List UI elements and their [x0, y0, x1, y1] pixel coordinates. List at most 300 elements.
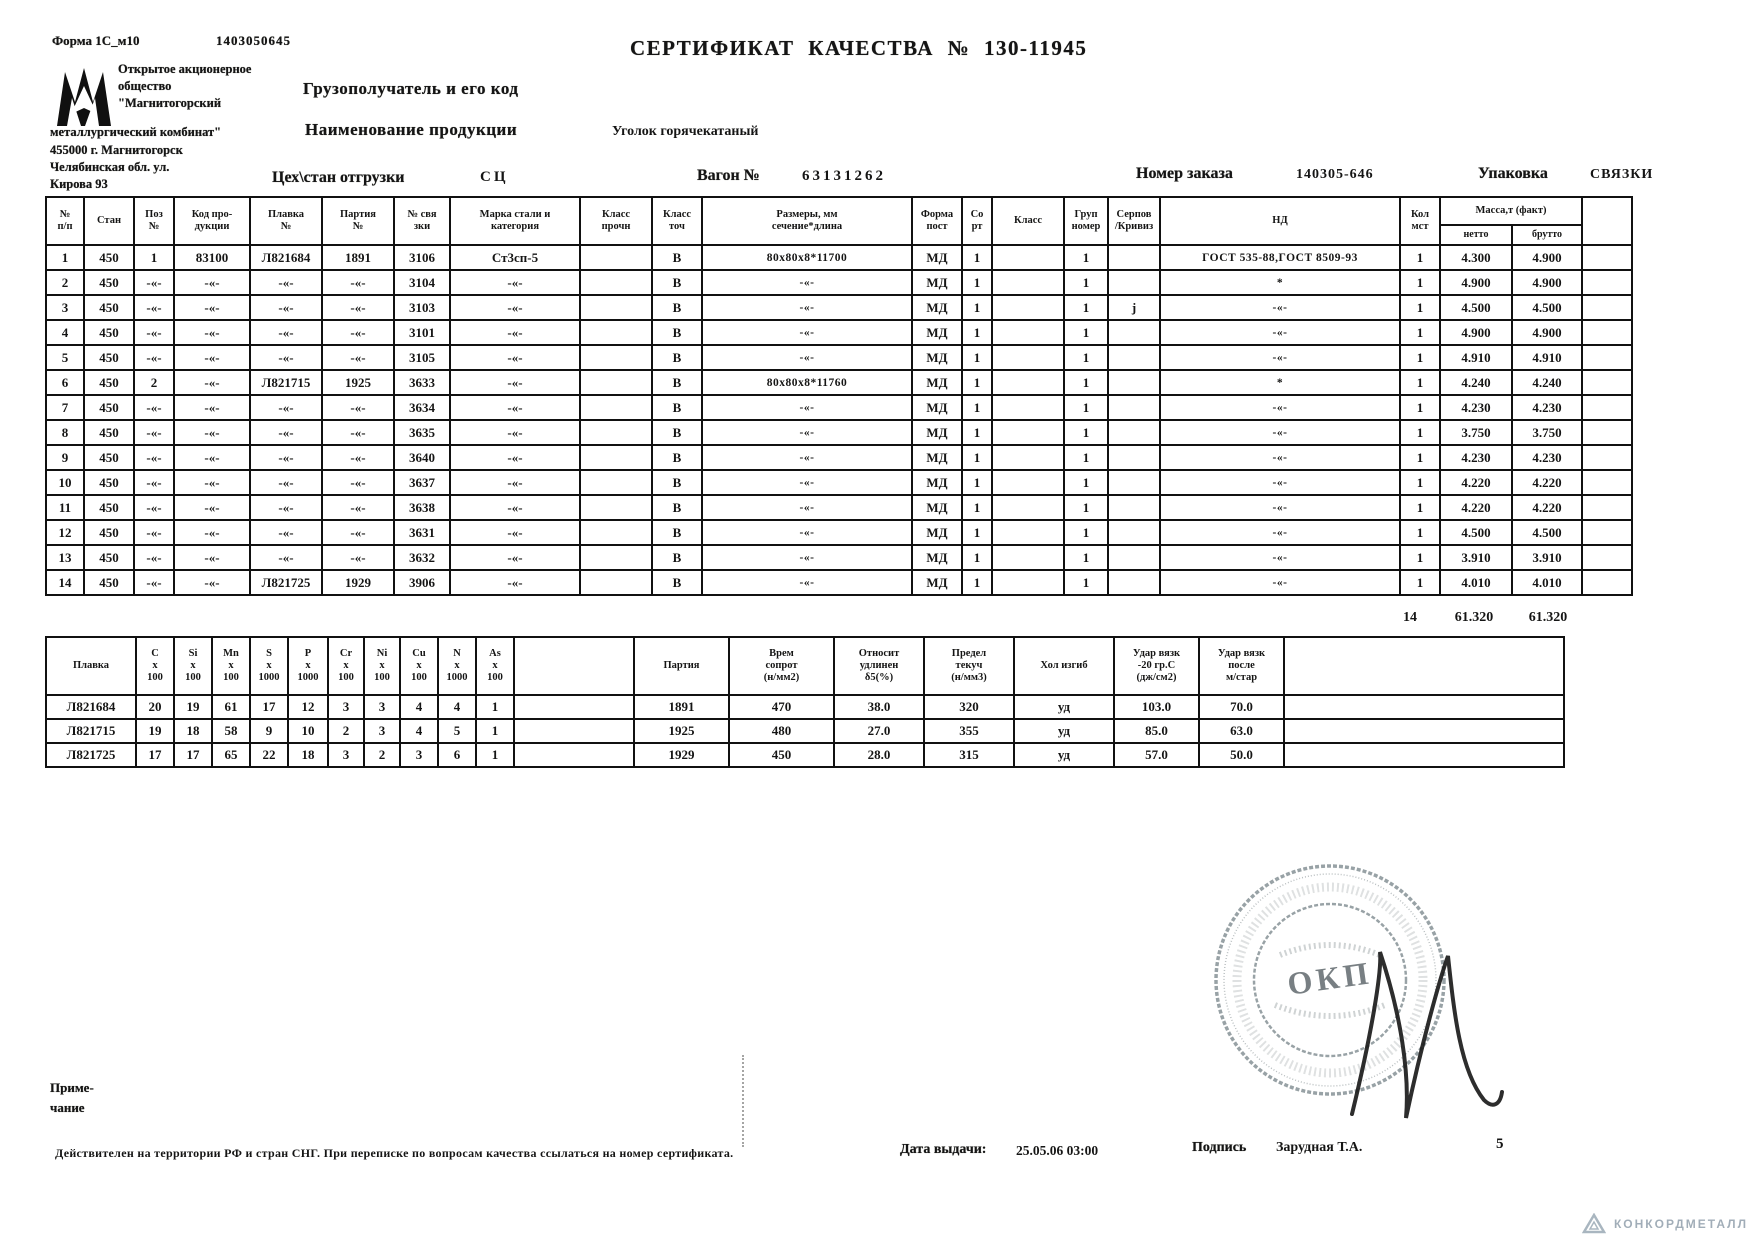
cell: МД — [912, 270, 962, 295]
brand-name: КОНКОРДМЕТАЛЛ — [1613, 1216, 1748, 1231]
cell: 4.900 — [1512, 270, 1582, 295]
cell: В — [652, 270, 702, 295]
cell: -«- — [322, 470, 394, 495]
cell: 80х80х8*11700 — [702, 245, 912, 270]
company-line: общество — [118, 79, 172, 93]
cell: 450 — [84, 570, 134, 595]
cell: -«- — [450, 495, 580, 520]
cell: -«- — [322, 270, 394, 295]
column-header: Кол мст — [1400, 197, 1440, 245]
cell: 2 — [46, 270, 84, 295]
cell: 450 — [84, 545, 134, 570]
column-header: Врем сопрот (н/мм2) — [729, 637, 834, 695]
cell — [1582, 320, 1632, 345]
cell: 4.910 — [1512, 345, 1582, 370]
cell: 4.900 — [1512, 320, 1582, 345]
cell: 1 — [1064, 495, 1108, 520]
cell: -«- — [134, 295, 174, 320]
cell: -«- — [1160, 295, 1400, 320]
cell: -«- — [322, 495, 394, 520]
cell: 1 — [1400, 395, 1440, 420]
cell — [514, 743, 634, 767]
table-row — [46, 743, 1564, 767]
cell: -«- — [322, 395, 394, 420]
column-subheader: нетто — [1440, 225, 1512, 245]
cell: Л821725 — [46, 743, 136, 767]
cell: 3104 — [394, 270, 450, 295]
cell: 1929 — [322, 570, 394, 595]
cell: 315 — [924, 743, 1014, 767]
cell — [992, 370, 1064, 395]
cell: МД — [912, 495, 962, 520]
cell — [1582, 270, 1632, 295]
cell: 1 — [1400, 545, 1440, 570]
stamp-center-text: ОКП — [1285, 954, 1375, 1002]
cell: 450 — [84, 345, 134, 370]
cell — [992, 445, 1064, 470]
cell: 1 — [476, 695, 514, 719]
cell: 3906 — [394, 570, 450, 595]
cell: Л821715 — [250, 370, 322, 395]
cell: 4.500 — [1440, 295, 1512, 320]
cell: 1 — [1064, 395, 1108, 420]
form-code: Форма 1С_м10 — [52, 33, 140, 48]
column-header: Si х 100 — [174, 637, 212, 695]
cell: -«- — [702, 470, 912, 495]
cell: 19 — [174, 695, 212, 719]
cell: 1 — [1400, 520, 1440, 545]
cell: 4.300 — [1440, 245, 1512, 270]
cell — [580, 395, 652, 420]
cell — [1108, 445, 1160, 470]
cell: -«- — [450, 470, 580, 495]
cell: МД — [912, 295, 962, 320]
cell: -«- — [174, 370, 250, 395]
cell: 450 — [84, 245, 134, 270]
cell: В — [652, 320, 702, 345]
cell: -«- — [250, 495, 322, 520]
cell: -«- — [702, 520, 912, 545]
cell: -«- — [450, 545, 580, 570]
cell: 1 — [134, 245, 174, 270]
cell: 1 — [962, 570, 992, 595]
cell: уд — [1014, 695, 1114, 719]
column-header: Класс — [992, 197, 1064, 245]
cell: 18 — [288, 743, 328, 767]
cell: 1 — [962, 545, 992, 570]
consignee-label: Грузополучатель и его код — [303, 79, 519, 98]
column-header: Хол изгиб — [1014, 637, 1114, 695]
column-header: № п/п — [46, 197, 84, 245]
cell: 1 — [962, 245, 992, 270]
cell: 1 — [1064, 345, 1108, 370]
column-header: Поз № — [134, 197, 174, 245]
cell: 18 — [174, 719, 212, 743]
column-header: Cr х 100 — [328, 637, 364, 695]
table-row — [46, 545, 1632, 570]
cell: -«- — [174, 320, 250, 345]
cell — [992, 495, 1064, 520]
cell: В — [652, 545, 702, 570]
cell: -«- — [174, 470, 250, 495]
cell: -«- — [322, 545, 394, 570]
cell: -«- — [322, 520, 394, 545]
cell: 12 — [288, 695, 328, 719]
cell: 4.500 — [1440, 520, 1512, 545]
cell: -«- — [322, 420, 394, 445]
cell — [1108, 245, 1160, 270]
table-row — [46, 295, 1632, 320]
cell: 1925 — [634, 719, 729, 743]
shop-value: СЦ — [480, 169, 509, 185]
cell: -«- — [1160, 470, 1400, 495]
cell: 4.010 — [1440, 570, 1512, 595]
cell — [1582, 520, 1632, 545]
cell — [514, 695, 634, 719]
main-tbody — [46, 245, 1632, 595]
cell: 17 — [174, 743, 212, 767]
column-header: Партия — [634, 637, 729, 695]
cell: В — [652, 395, 702, 420]
cell: МД — [912, 570, 962, 595]
konkord-logo-icon — [1582, 1213, 1606, 1234]
issue-date-value: 25.05.06 03:00 — [1016, 1143, 1099, 1158]
packing-value: СВЯЗКИ — [1590, 167, 1654, 182]
cell: -«- — [174, 545, 250, 570]
cell: 450 — [729, 743, 834, 767]
cell — [580, 270, 652, 295]
cell: Л821684 — [250, 245, 322, 270]
cell — [580, 370, 652, 395]
cell: 1 — [1400, 445, 1440, 470]
cell: 3 — [364, 719, 400, 743]
column-header: Марка стали и категория — [450, 197, 580, 245]
column-header: N х 1000 — [438, 637, 476, 695]
cell: 17 — [136, 743, 174, 767]
cell: -«- — [1160, 345, 1400, 370]
cell: 4.220 — [1512, 495, 1582, 520]
cell: 450 — [84, 445, 134, 470]
column-subheader: брутто — [1512, 225, 1582, 245]
cell: -«- — [134, 420, 174, 445]
cell: 1 — [1064, 470, 1108, 495]
cell — [1582, 445, 1632, 470]
cell: 1 — [962, 395, 992, 420]
cell: 4.230 — [1512, 445, 1582, 470]
cell: 1 — [46, 245, 84, 270]
cell: 4 — [438, 695, 476, 719]
cell: 1 — [962, 320, 992, 345]
cell: 4.240 — [1440, 370, 1512, 395]
cell: В — [652, 345, 702, 370]
cell — [580, 445, 652, 470]
cell: 3631 — [394, 520, 450, 545]
cell: 83100 — [174, 245, 250, 270]
cell: -«- — [250, 445, 322, 470]
cell — [580, 520, 652, 545]
cell: 4 — [400, 695, 438, 719]
cell: 4.220 — [1512, 470, 1582, 495]
cell: 450 — [84, 370, 134, 395]
cell: 3640 — [394, 445, 450, 470]
cell — [580, 295, 652, 320]
column-header: S х 1000 — [250, 637, 288, 695]
cell: -«- — [134, 320, 174, 345]
shop-label: Цех\стан отгрузки — [272, 169, 405, 186]
cell: 4.220 — [1440, 495, 1512, 520]
cell — [992, 245, 1064, 270]
cell: 450 — [84, 495, 134, 520]
cell: -«- — [174, 445, 250, 470]
company-line: Открытое акционерное — [118, 62, 252, 76]
table-row — [46, 719, 1564, 743]
cell: В — [652, 520, 702, 545]
cell: В — [652, 445, 702, 470]
cell: 1 — [1400, 570, 1440, 595]
column-header: Со рт — [962, 197, 992, 245]
cell: 80х80х8*11760 — [702, 370, 912, 395]
cell — [992, 270, 1064, 295]
cell: 1 — [476, 743, 514, 767]
cell: -«- — [1160, 495, 1400, 520]
cell: 3 — [364, 695, 400, 719]
company-address: Челябинская обл. ул. — [50, 160, 170, 174]
cell — [580, 470, 652, 495]
column-header: Mn х 100 — [212, 637, 250, 695]
chem-header-row — [46, 637, 1564, 695]
cell: j — [1108, 295, 1160, 320]
cell: -«- — [174, 270, 250, 295]
cell: 3637 — [394, 470, 450, 495]
cell: 3 — [400, 743, 438, 767]
column-header: Cu х 100 — [400, 637, 438, 695]
cell — [992, 345, 1064, 370]
cell: -«- — [1160, 545, 1400, 570]
cell: -«- — [1160, 520, 1400, 545]
column-header: Серпов /Кривиз — [1108, 197, 1160, 245]
cell: 450 — [84, 270, 134, 295]
column-header-mass: Масса,т (факт) — [1440, 197, 1582, 225]
cell: 1 — [1064, 245, 1108, 270]
cell: -«- — [250, 470, 322, 495]
cell: 1 — [962, 495, 992, 520]
main-header-row — [46, 197, 1632, 225]
cell: -«- — [250, 270, 322, 295]
cell: 1 — [1064, 545, 1108, 570]
cell: 6 — [46, 370, 84, 395]
cell: 1 — [962, 470, 992, 495]
cell: -«- — [250, 295, 322, 320]
cell: -«- — [1160, 395, 1400, 420]
cell: 4.230 — [1440, 445, 1512, 470]
chemistry-table — [45, 636, 1565, 768]
cell: 3106 — [394, 245, 450, 270]
note-label: Приме- — [50, 1080, 94, 1095]
cell: 1 — [962, 520, 992, 545]
cell — [580, 420, 652, 445]
cell: -«- — [250, 545, 322, 570]
cell: 450 — [84, 295, 134, 320]
cell: 38.0 — [834, 695, 924, 719]
cell: 19 — [136, 719, 174, 743]
cell: 1 — [1064, 295, 1108, 320]
cell: 1 — [1064, 370, 1108, 395]
cell — [514, 719, 634, 743]
cell: -«- — [174, 395, 250, 420]
cell — [1284, 719, 1564, 743]
column-header: Класс прочн — [580, 197, 652, 245]
handwritten-signature-icon — [1342, 942, 1507, 1132]
cell: 1 — [1400, 245, 1440, 270]
cell: МД — [912, 545, 962, 570]
cell — [992, 545, 1064, 570]
cell — [992, 420, 1064, 445]
cell: 1 — [1064, 320, 1108, 345]
mmk-logo-icon — [55, 64, 113, 130]
cell: 4.900 — [1440, 320, 1512, 345]
cell: 63.0 — [1199, 719, 1284, 743]
cell — [1108, 570, 1160, 595]
cell: Ст3сп-5 — [450, 245, 580, 270]
cell: -«- — [250, 320, 322, 345]
cell: 450 — [84, 520, 134, 545]
total-net-mass: 61.320 — [1454, 610, 1494, 625]
cell: 450 — [84, 420, 134, 445]
cell — [1582, 295, 1632, 320]
cell: 61 — [212, 695, 250, 719]
cell: -«- — [250, 420, 322, 445]
signature-name: Зарудная Т.А. — [1276, 1140, 1363, 1155]
cell: 1 — [1400, 370, 1440, 395]
cell: -«- — [134, 520, 174, 545]
column-header: Код про- дукции — [174, 197, 250, 245]
cell — [1582, 245, 1632, 270]
table-row — [46, 270, 1632, 295]
cell: 3 — [46, 295, 84, 320]
cell: 1891 — [322, 245, 394, 270]
cell: 3.910 — [1440, 545, 1512, 570]
cell: 1 — [476, 719, 514, 743]
cell: 13 — [46, 545, 84, 570]
cell — [992, 470, 1064, 495]
cell: В — [652, 470, 702, 495]
cell: 17 — [250, 695, 288, 719]
cell: МД — [912, 395, 962, 420]
cell: 3.750 — [1440, 420, 1512, 445]
cell: 1 — [1064, 270, 1108, 295]
cell: 28.0 — [834, 743, 924, 767]
cell: -«- — [250, 395, 322, 420]
signature-label: Подпись — [1192, 1140, 1247, 1155]
chem-tbody — [46, 695, 1564, 767]
total-count: 14 — [1403, 610, 1417, 625]
cell — [1108, 270, 1160, 295]
cell: 57.0 — [1114, 743, 1199, 767]
cell: МД — [912, 370, 962, 395]
column-header-empty — [1582, 197, 1632, 245]
cell — [992, 395, 1064, 420]
cell: 1 — [1400, 270, 1440, 295]
cell: 1 — [1064, 445, 1108, 470]
cell: -«- — [450, 270, 580, 295]
column-header — [514, 637, 634, 695]
product-label: Наименование продукции — [305, 120, 518, 139]
cell: -«- — [450, 370, 580, 395]
cell: -«- — [174, 495, 250, 520]
cell: 3 — [328, 743, 364, 767]
cell: -«- — [322, 345, 394, 370]
cell: В — [652, 495, 702, 520]
total-gross-mass: 61.320 — [1528, 610, 1568, 625]
cell: 480 — [729, 719, 834, 743]
cell: 58 — [212, 719, 250, 743]
column-header: P х 1000 — [288, 637, 328, 695]
cell: 450 — [84, 395, 134, 420]
cell — [1582, 395, 1632, 420]
cell: 1 — [962, 420, 992, 445]
cell: 4 — [46, 320, 84, 345]
form-number: 1403050645 — [216, 33, 291, 48]
company-line: "Магнитогорский — [118, 96, 222, 110]
column-header: Удар вязк после м/стар — [1199, 637, 1284, 695]
column-header: Удар вязк -20 гр.С (дж/см2) — [1114, 637, 1199, 695]
cell — [580, 495, 652, 520]
cell: -«- — [250, 520, 322, 545]
cell: 1 — [1400, 495, 1440, 520]
cell: МД — [912, 520, 962, 545]
cell: 1 — [962, 370, 992, 395]
cell: 6 — [438, 743, 476, 767]
cell — [580, 545, 652, 570]
column-header: Относит удлинен δ5(%) — [834, 637, 924, 695]
table-row — [46, 470, 1632, 495]
cell — [1582, 545, 1632, 570]
cell — [992, 320, 1064, 345]
table-row — [46, 370, 1632, 395]
cell: -«- — [134, 445, 174, 470]
cell: 10 — [46, 470, 84, 495]
column-header: Плавка № — [250, 197, 322, 245]
cell: Л821684 — [46, 695, 136, 719]
cell: 85.0 — [1114, 719, 1199, 743]
cell: уд — [1014, 743, 1114, 767]
cell: 4.910 — [1440, 345, 1512, 370]
cell — [580, 320, 652, 345]
cell: 3635 — [394, 420, 450, 445]
cell: 470 — [729, 695, 834, 719]
legal-text: Действителен на территории РФ и стран СНГ. При переписке по вопросам качества ссылаться на номер сертификата. — [55, 1146, 734, 1160]
cell: 1 — [1400, 470, 1440, 495]
cell: -«- — [450, 395, 580, 420]
cell: -«- — [174, 345, 250, 370]
cell: -«- — [450, 420, 580, 445]
cell: 450 — [84, 470, 134, 495]
cell: В — [652, 245, 702, 270]
cell: В — [652, 370, 702, 395]
cell: -«- — [322, 445, 394, 470]
cell: 11 — [46, 495, 84, 520]
column-header: Предел текуч (н/мм3) — [924, 637, 1014, 695]
cell: 5 — [438, 719, 476, 743]
cell — [1582, 570, 1632, 595]
cell — [1108, 395, 1160, 420]
wagon-label: Вагон № — [697, 167, 760, 184]
cell: 1 — [962, 270, 992, 295]
cell: МД — [912, 345, 962, 370]
cell — [1108, 545, 1160, 570]
cell: МД — [912, 320, 962, 345]
cell: -«- — [702, 445, 912, 470]
